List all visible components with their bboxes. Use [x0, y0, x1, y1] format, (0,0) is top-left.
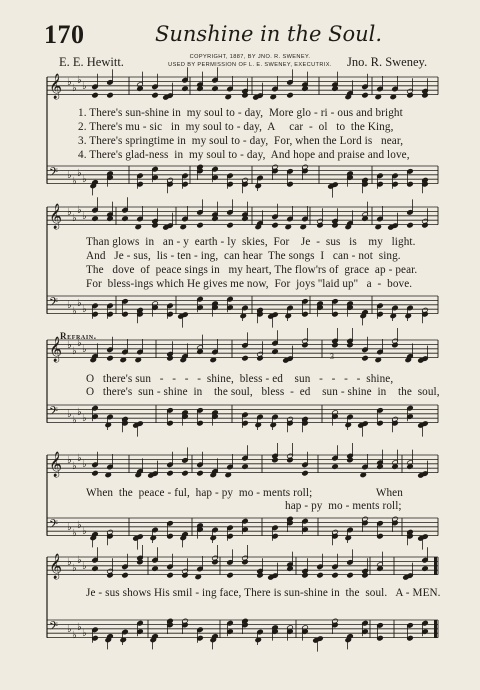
note-head — [362, 92, 369, 98]
flat-sign: ♭ — [82, 561, 87, 572]
note-head — [418, 422, 425, 428]
flat-sign: ♭ — [82, 459, 87, 470]
flat-sign: ♭ — [67, 624, 72, 635]
flat-sign: ♭ — [82, 526, 87, 537]
note-head — [302, 470, 309, 476]
note-head — [418, 472, 425, 478]
note-head — [328, 183, 335, 189]
note-head — [418, 357, 425, 363]
treble-clef: 𝄞 — [49, 74, 63, 99]
flat-sign: ♭ — [67, 522, 72, 533]
verse-1-line-a: 1. There's sun-shine in my soul to - day, More glo - ri - ous and bright — [78, 107, 403, 119]
flat-sign: ♭ — [77, 453, 82, 464]
flat-sign: ♭ — [72, 563, 77, 574]
flat-sign: ♭ — [72, 461, 77, 472]
verse-2-line-b: And Je - sus, lis - ten - ing, can hear The songs I can - not sing. — [86, 250, 401, 262]
note-head — [332, 572, 339, 578]
note-head — [388, 224, 395, 230]
flat-sign: ♭ — [67, 207, 72, 218]
flat-sign: ♭ — [77, 205, 82, 216]
flat-sign: ♭ — [82, 628, 87, 639]
flat-sign: ♭ — [82, 413, 87, 424]
note-head — [418, 535, 425, 541]
note-head — [268, 574, 275, 580]
note-head — [403, 574, 410, 580]
note-head — [272, 222, 279, 228]
flat-sign: ♭ — [77, 298, 82, 309]
flat-sign: ♭ — [67, 77, 72, 88]
verse-3-line-a: 3. There's springtime in my soul to - day, For, when the Lord is near, — [78, 135, 404, 147]
composer-credit: Jno. R. Sweney. — [347, 55, 428, 69]
treble-clef: 𝄞 — [49, 337, 63, 362]
note-head — [152, 92, 159, 98]
note-head — [167, 572, 174, 578]
bass-clef: 𝄢 — [49, 296, 59, 312]
verse-2-line-a: 2. There's mu - sic in my soul to - day, A car - ol to the King, — [78, 121, 394, 133]
flat-sign: ♭ — [77, 75, 82, 86]
verse-4-line-b: For bless-ings which He gives me now, For joys ''laid up'' a - bove. — [86, 278, 413, 290]
note-head — [107, 355, 114, 361]
refrain-line-2-echo: hap - py mo - ments roll; — [285, 500, 402, 512]
lyricist-credit: E. E. Hewitt. — [59, 55, 124, 69]
note-head — [197, 470, 204, 476]
flat-sign: ♭ — [77, 555, 82, 566]
flat-sign: ♭ — [67, 409, 72, 420]
verse-3-line-b: The dove of peace sings in my heart, The flow'rs of grace ap - pear. — [86, 264, 418, 276]
note-head — [347, 572, 354, 578]
note-head — [92, 92, 99, 98]
note-head — [362, 355, 369, 361]
note-head — [178, 313, 185, 319]
note-head — [122, 572, 129, 578]
bass-clef: 𝄢 — [49, 405, 59, 421]
flat-sign: ♭ — [82, 211, 87, 222]
flat-sign: ♭ — [72, 415, 77, 426]
copyright-line-2: USED BY PERMISSION OF L. E. SWENEY, EXECUTRIX. — [168, 62, 332, 68]
note-head — [167, 470, 174, 476]
refrain-label: Refrain. — [60, 331, 97, 341]
bass-clef: 𝄢 — [49, 166, 59, 182]
note-head — [197, 222, 204, 228]
flat-sign: ♭ — [72, 306, 77, 317]
verse-4-line-a: 4. There's glad-ness in my soul to - day, And hope and praise and love, — [78, 149, 410, 161]
note-head — [407, 222, 414, 228]
refrain-line-1-bass: O there's sun - shine in the soul, bless - ed sun - shine in the soul, — [86, 386, 440, 398]
hymn-number: 170 — [44, 20, 85, 49]
note-head — [107, 92, 114, 98]
note-head — [313, 637, 320, 643]
bass-clef: 𝄢 — [49, 620, 59, 636]
flat-sign: ♭ — [77, 168, 82, 179]
final-barline — [434, 557, 437, 575]
flat-sign: ♭ — [77, 622, 82, 633]
note-head — [163, 224, 170, 230]
flat-sign: ♭ — [72, 528, 77, 539]
flat-sign: ♭ — [67, 170, 72, 181]
flat-sign: ♭ — [72, 346, 77, 357]
note-head — [242, 355, 249, 361]
note-head — [227, 222, 234, 228]
flat-sign: ♭ — [77, 520, 82, 531]
note-head — [358, 422, 365, 428]
copyright-line-1: COPYRIGHT, 1887, BY JNO. R. SWENEY. — [189, 54, 311, 60]
treble-clef: 𝄞 — [49, 452, 63, 477]
note-head — [317, 572, 324, 578]
note-head — [287, 92, 294, 98]
flat-sign: ♭ — [82, 81, 87, 92]
note-head — [133, 535, 140, 541]
note-head — [182, 470, 189, 476]
flat-sign: ♭ — [72, 630, 77, 641]
note-head — [148, 472, 155, 478]
flat-sign: ♭ — [72, 176, 77, 187]
flat-sign: ♭ — [77, 338, 82, 349]
refrain-line-2-soprano: When the peace - ful, hap - py mo - ments roll; When — [86, 487, 403, 499]
flat-sign: ♭ — [77, 407, 82, 418]
note-head — [92, 470, 99, 476]
flat-sign: ♭ — [67, 455, 72, 466]
flat-sign: ♭ — [67, 300, 72, 311]
treble-clef: 𝄞 — [49, 204, 63, 229]
refrain-line-1-soprano: O there's sun - - - - shine, bless - ed sun - - - - shine, — [86, 373, 394, 385]
treble-clef: 𝄞 — [49, 554, 63, 579]
bass-clef: 𝄢 — [49, 518, 59, 534]
note-head — [268, 313, 275, 319]
note-head — [283, 357, 290, 363]
flat-sign: ♭ — [82, 174, 87, 185]
flat-sign: ♭ — [67, 340, 72, 351]
flat-sign: ♭ — [72, 213, 77, 224]
note-head — [253, 94, 260, 100]
flat-sign: ♭ — [72, 83, 77, 94]
flat-sign: ♭ — [82, 304, 87, 315]
flat-sign: ♭ — [67, 557, 72, 568]
flat-sign: ♭ — [82, 344, 87, 355]
refrain-line-3: Je - sus shows His smil - ing face, There is sun-shine in the soul. A - MEN. — [86, 587, 441, 599]
verse-1-line-b: Than glows in an - y earth - ly skies, For Je - sus is my light. — [86, 236, 416, 248]
note-head — [227, 572, 234, 578]
final-barline — [434, 620, 437, 638]
note-head — [163, 94, 170, 100]
hymn-title: Sunshine in the Soul. — [155, 22, 383, 46]
note-head — [133, 422, 140, 428]
triplet-mark: 3 — [330, 352, 335, 361]
